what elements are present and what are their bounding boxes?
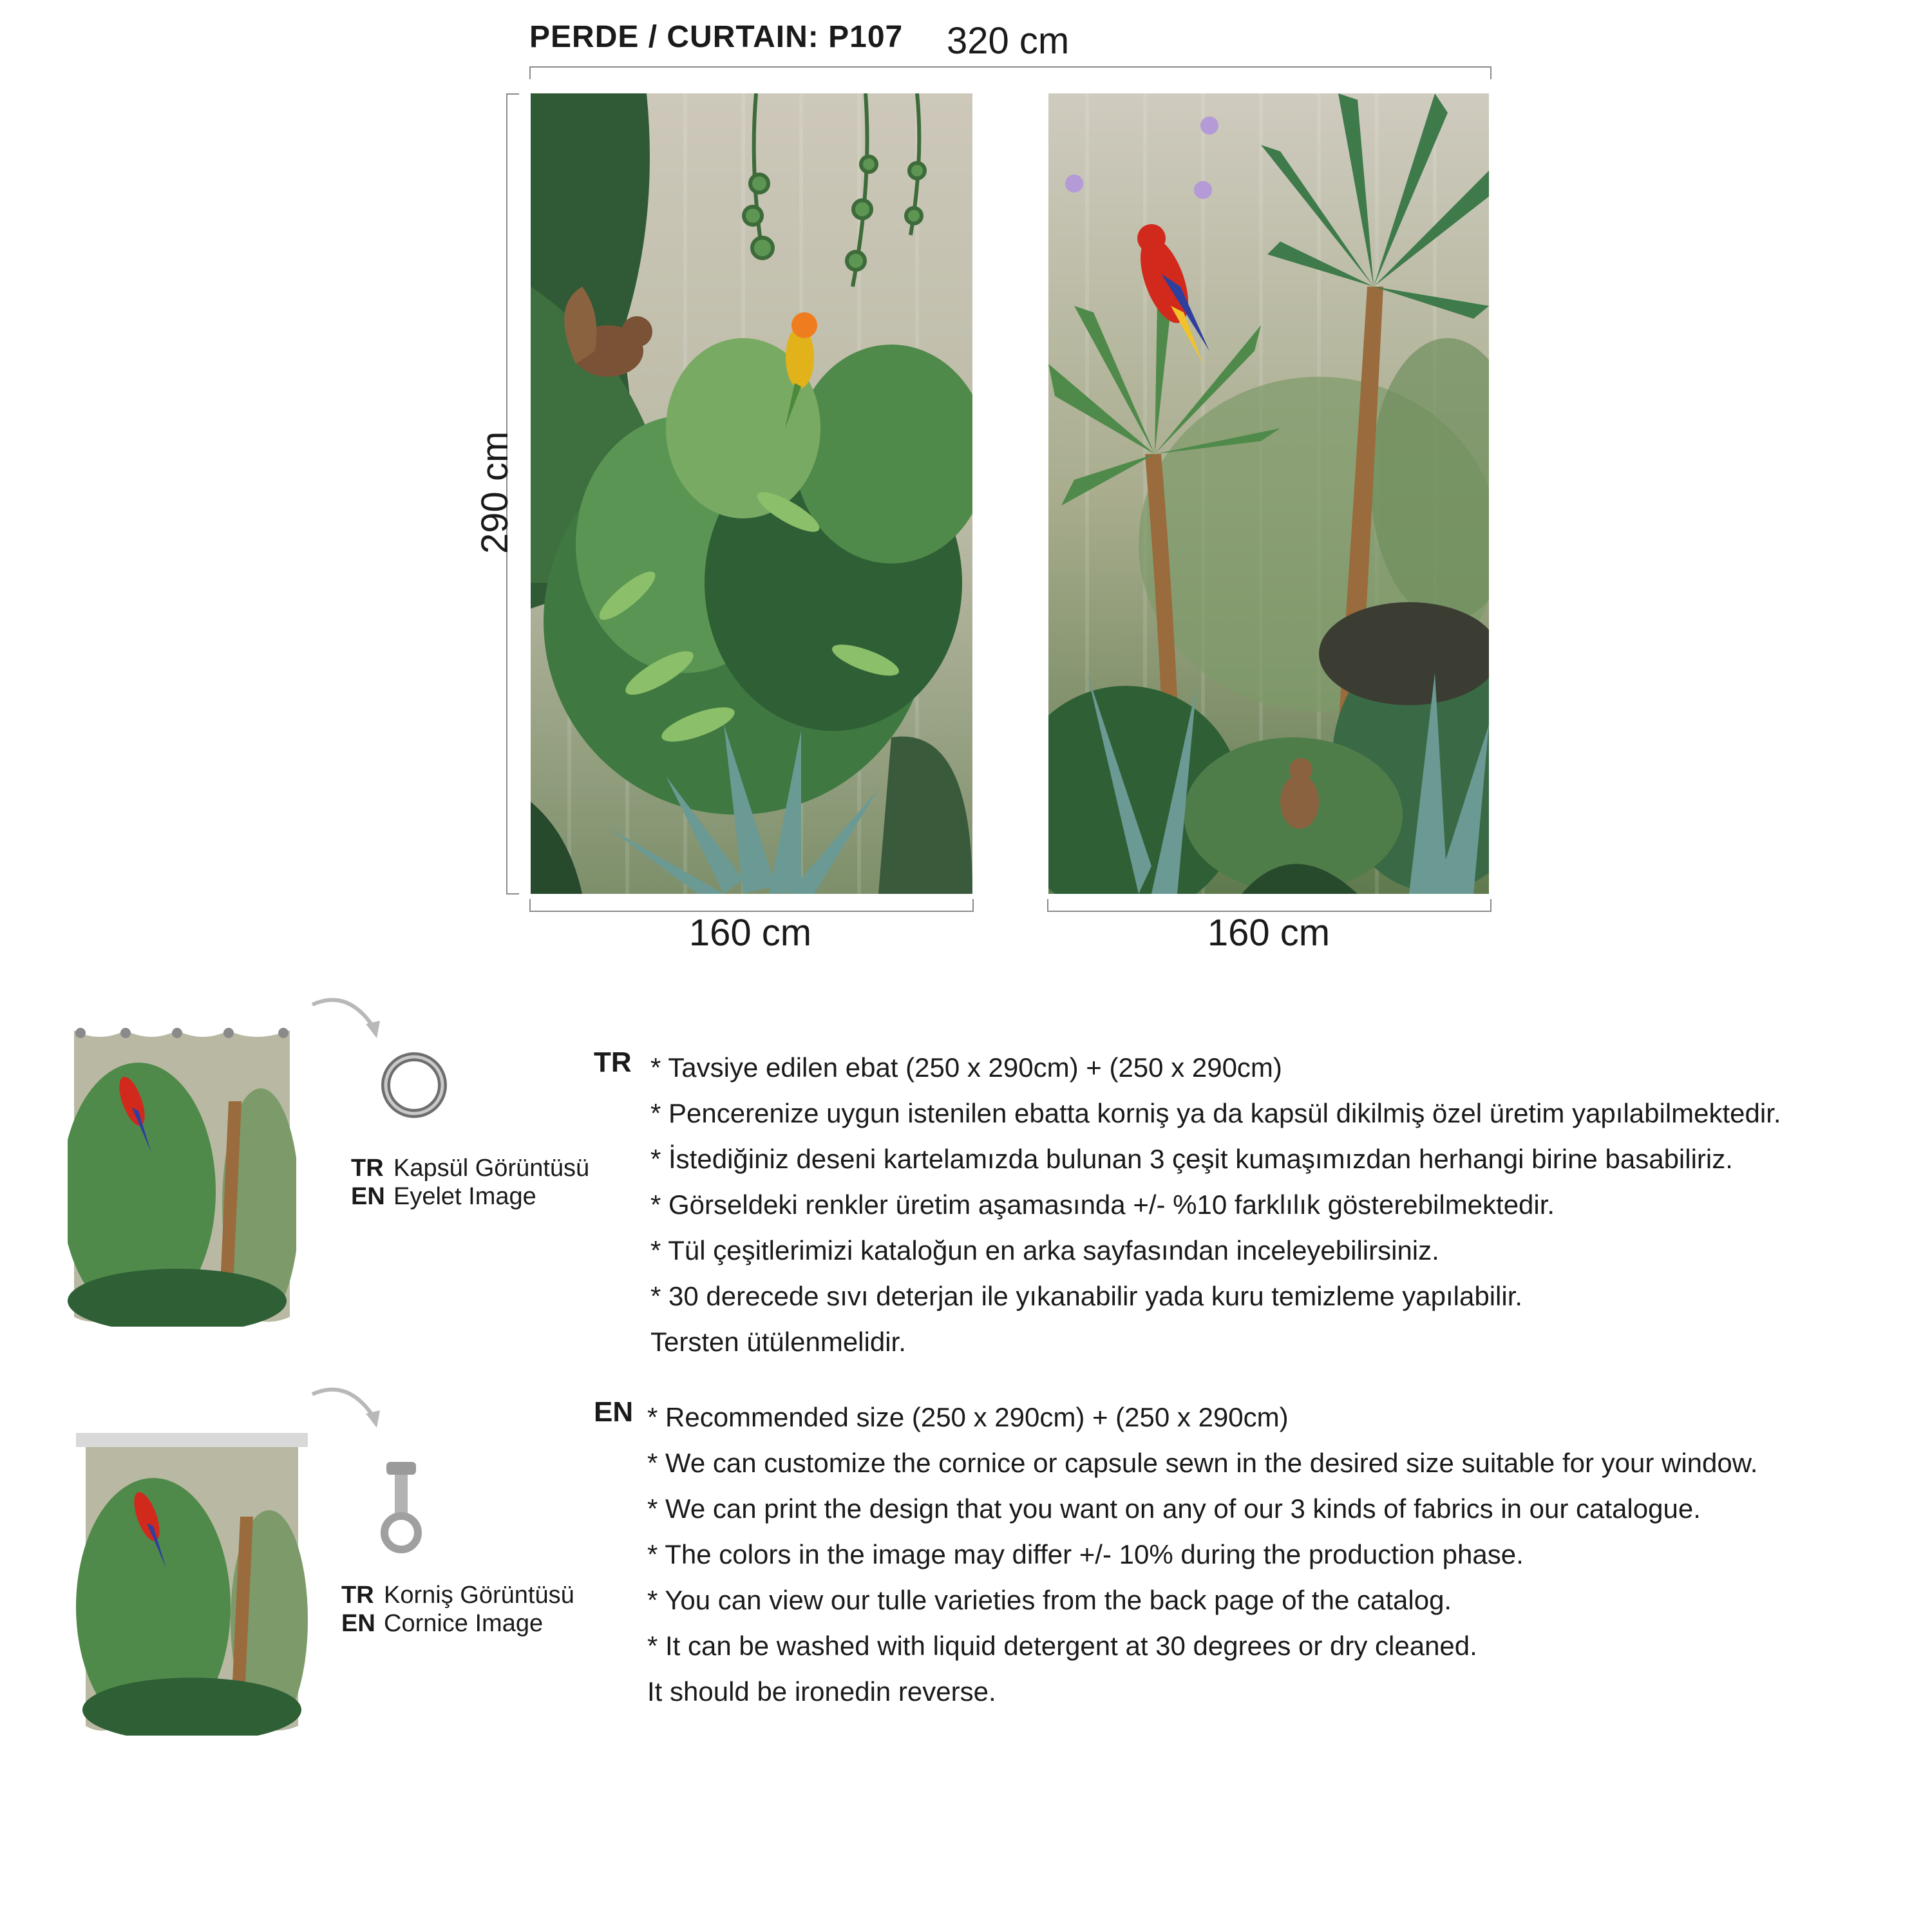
tr-info-line: * Görseldeki renkler üretim aşamasında +/- %10 farklılık gösterebilmektedir. (650, 1189, 1555, 1220)
curved-arrow-icon (309, 992, 386, 1043)
en-section-tag: EN (594, 1396, 634, 1428)
eyelet-tr-tag: TR (351, 1155, 384, 1182)
right-panel-width-dimension-line (1047, 899, 1492, 912)
tr-info-line: * Tavsiye edilen ebat (250 x 290cm) + (250 x 290cm) (650, 1052, 1282, 1083)
left-panel-width-dimension-line (529, 899, 974, 912)
cornice-tr-label: Korniş Görüntüsü (384, 1582, 574, 1609)
tr-info-list (650, 1045, 1781, 1365)
cornice-tr-tag: TR (341, 1582, 374, 1609)
left-panel-width-label: 160 cm (688, 912, 812, 954)
curtain-panel-right (1048, 93, 1489, 894)
en-info-line: It should be ironedin reverse. (647, 1676, 996, 1707)
en-info-line: * The colors in the image may differ +/- 10% during the production phase. (647, 1539, 1524, 1569)
en-info-list (647, 1394, 1757, 1714)
tr-info-line: * Tül çeşitlerimizi kataloğun en arka sayfasından inceleyebilirsiniz. (650, 1235, 1439, 1265)
tr-section-tag: TR (594, 1046, 632, 1078)
eyelet-caption (351, 1154, 589, 1211)
eyelet-en-label: Eyelet Image (393, 1183, 536, 1210)
cornice-hook-icon (379, 1459, 424, 1555)
cornice-curtain-preview (76, 1433, 308, 1736)
en-info-line: * You can view our tulle varieties from the back page of the catalog. (647, 1585, 1452, 1615)
tr-info-line: * Pencerenize uygun istenilen ebatta korniş ya da kapsül dikilmiş özel üretim yapılabilmektedir. (650, 1098, 1781, 1128)
eyelet-en-tag: EN (351, 1183, 385, 1210)
total-width-dimension-line (529, 66, 1492, 79)
tr-info-line: Tersten ütülenmelidir. (650, 1327, 906, 1357)
en-info-line: * We can customize the cornice or capsule sewn in the desired size suitable for your window. (647, 1448, 1758, 1478)
right-panel-width-label: 160 cm (1207, 912, 1331, 954)
eyelet-ring-icon (379, 1050, 450, 1121)
curtain-panel-left (531, 93, 972, 894)
product-title: PERDE / CURTAIN: P107 (529, 20, 904, 54)
eyelet-tr-label: Kapsül Görüntüsü (393, 1155, 590, 1182)
en-info-line: * Recommended size (250 x 290cm) + (250 x 290cm) (647, 1402, 1289, 1432)
total-width-label: 320 cm (947, 20, 1070, 62)
eyelet-curtain-preview (68, 1024, 296, 1327)
cornice-caption (341, 1581, 574, 1638)
en-info-line: * It can be washed with liquid detergent at 30 degrees or dry cleaned. (647, 1631, 1477, 1661)
en-info-line: * We can print the design that you want on any of our 3 kinds of fabrics in our catalogue. (647, 1493, 1701, 1524)
cornice-en-tag: EN (341, 1610, 375, 1637)
cornice-en-label: Cornice Image (384, 1610, 544, 1637)
height-label: 290 cm (474, 431, 516, 554)
curved-arrow-icon (309, 1381, 386, 1433)
tr-info-line: * 30 derecede sıvı deterjan ile yıkanabilir yada kuru temizleme yapılabilir. (650, 1281, 1523, 1311)
tr-info-line: * İstediğiniz deseni kartelamızda bulunan 3 çeşit kumaşımızdan herhangi birine basabiliriz. (650, 1144, 1733, 1174)
